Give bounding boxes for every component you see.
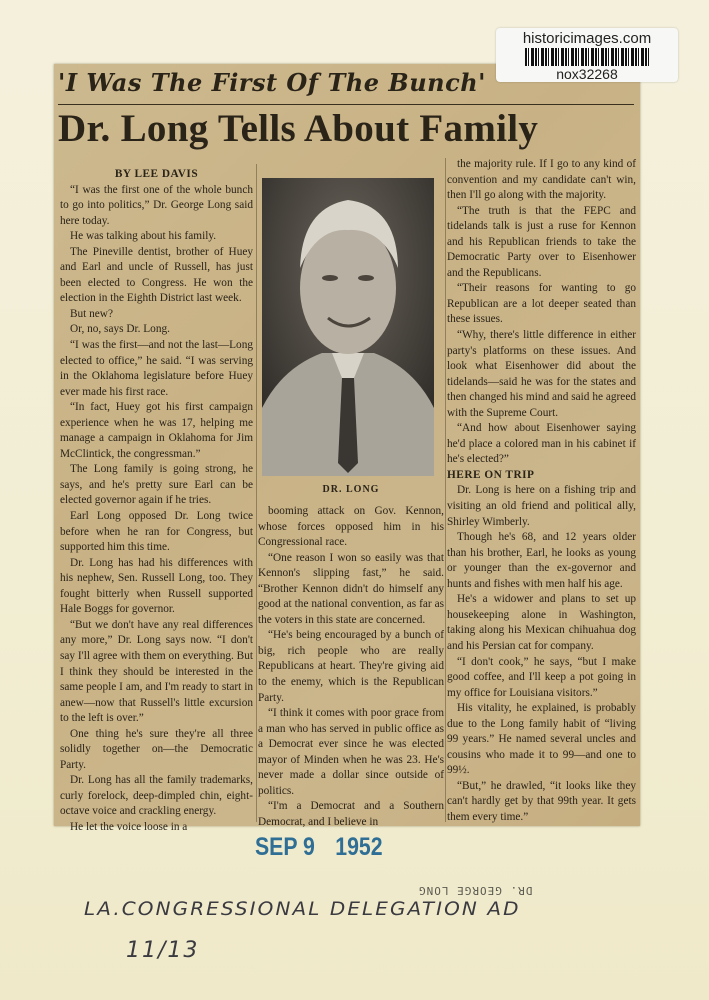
archive-label [496,28,678,82]
photo-caption: DR. LONG [322,484,380,495]
portrait-photo [262,178,434,476]
paragraph: “He's being encouraged by a bunch of big, rich people who are really Republicans at heart. They're giving aid to the enemy, which is the Republican Party. [258,629,444,704]
divider [58,104,634,105]
handwritten-note: LA.CONGRESSIONAL DELEGATION AD [84,898,521,920]
paragraph: “But,” he drawled, “it looks like they can't hardly get by that 99th year. It gets them every time.” [447,779,636,823]
column-rule [256,164,257,822]
subhead: HERE ON TRIP [447,468,535,481]
date-stamp [255,833,383,862]
typed-label-upside-down: DR. GEORGE LONG [418,884,533,897]
paragraph: Dr. Long has all the family trademarks, curly forelock, deep-dimpled chin, eight-octave voice and crackling energy. [60,774,253,818]
paragraph: “I'm a Democrat and a Southern Democrat, and I believe in [258,800,444,828]
paragraph: The Pineville dentist, brother of Huey and Earl and uncle of Russell, has just been elected to Congress. He won the election in the Eighth District last week. [60,245,253,305]
stamp-year: 1952 [335,833,383,861]
paragraph: “Their reasons for wanting to go Republican are a lot deeper seated than these issues. [447,282,636,326]
handwritten-date: 11/13 [126,938,200,963]
paragraph: He let the voice loose in a [70,820,188,833]
paragraph: “But we don't have any real differences any more,” Dr. Long says now. “I don't say I'll agree with them on everything. But I think they should be interested in the same people I am, and I'm ready to start in anew—now that Russell's little excursion to the left is over.” [60,618,253,725]
paragraph: booming attack on Gov. Kennon, whose forces opposed him in his Congressional race. [258,505,444,549]
watermark-code: nox32268 [556,66,618,82]
column-2 [258,504,444,830]
paragraph: the majority rule. If I go to any kind of convention and my candidate can't win, then I'll go along with the majority. [447,158,636,202]
column-rule [445,158,446,822]
paragraph: His vitality, he explained, is probably due to the Long family habit of “living 99 years.” He named several uncles and cousins who made it to 99—and one to 99½. [447,702,636,777]
paragraph: “The truth is that the FEPC and tidelands talk is just a ruse for Kennon and his Republican friends to take the Democratic Party over to Eisenhower and the Republicans. [447,204,636,279]
column-1 [60,167,253,836]
stamp-date: SEP 9 [255,833,315,861]
paragraph: One thing he's sure they're all three solidly together on—the Democratic Party. [60,727,253,771]
paragraph: The Long family is going strong, he says, and he's pretty sure Earl can be elected governor again if he tries. [60,463,253,507]
paragraph: Dr. Long is here on a fishing trip and visiting an old friend and political ally, Shirley Wimberly. [447,484,636,528]
watermark-site: historicimages.com [522,30,652,47]
paragraph: “I was the first one of the whole bunch to go into politics,” Dr. George Long said here today. [60,183,253,227]
paragraph: But new? [70,307,113,320]
barcode-icon [525,48,649,66]
headline: Dr. Long Tells About Family [58,107,539,150]
paragraph: “In fact, Huey got his first campaign experience when he was 17, helping me manage a campaign in Oklahoma for Jim McClintick, the congressman.” [60,401,253,460]
paragraph: Dr. Long has had his differences with his nephew, Sen. Russell Long, too. They fought bitterly when Russell supported Hale Boggs for governor. [60,556,253,616]
paragraph: “I think it comes with poor grace from a man who has served in public office as a Democrat ever since he was elected mayor of Minden when he was 23. He's never made a dollar since outside of politics. [258,707,444,797]
column-3 [447,157,636,826]
newspaper-clipping [54,64,640,833]
paragraph: “And how about Eisenhower saying he'd place a colored man in his cabinet if he's elected?” [447,422,636,466]
byline: BY LEE DAVIS [114,168,199,180]
portrait-image [262,178,434,476]
paragraph: Though he's 68, and 12 years older than his brother, Earl, he looks as young or younger than the ex-governor and hunts and fishes with men half his age. [447,531,636,590]
paragraph: “I don't cook,” he says, “but I make good coffee, and I'll keep a pot going in my office for Louisiana visitors.” [447,655,636,699]
paragraph: Or, no, says Dr. Long. [70,323,170,336]
paragraph: He's a widower and plans to set up housekeeping alone in Washington, taking along his Mexican chihuahua dog and his Persian cat for company. [447,593,636,652]
paragraph: “I was the first—and not the last—Long elected to office,” he said. “I was serving in the Oklahoma legislature before Huey ever made his first race. [60,339,253,398]
paragraph: Earl Long opposed Dr. Long twice before when he ran for Congress, but supported him this time. [60,510,253,554]
paragraph: “Why, there's little difference in either party's platforms on these issues. And look what Eisenhower did about the tidelands—said he was for the states and then changed his mind and said he agreed with the Supreme Court. [447,329,636,419]
paragraph: He was talking about his family. [70,230,217,243]
paragraph: “One reason I won so easily was that Kennon's slipping fast,” he said. “Brother Kennon didn't do himself any good at the national convention, as far as the voters in this state are concerned. [258,551,444,626]
kicker: 'I Was The First Of The Bunch' [58,68,487,97]
